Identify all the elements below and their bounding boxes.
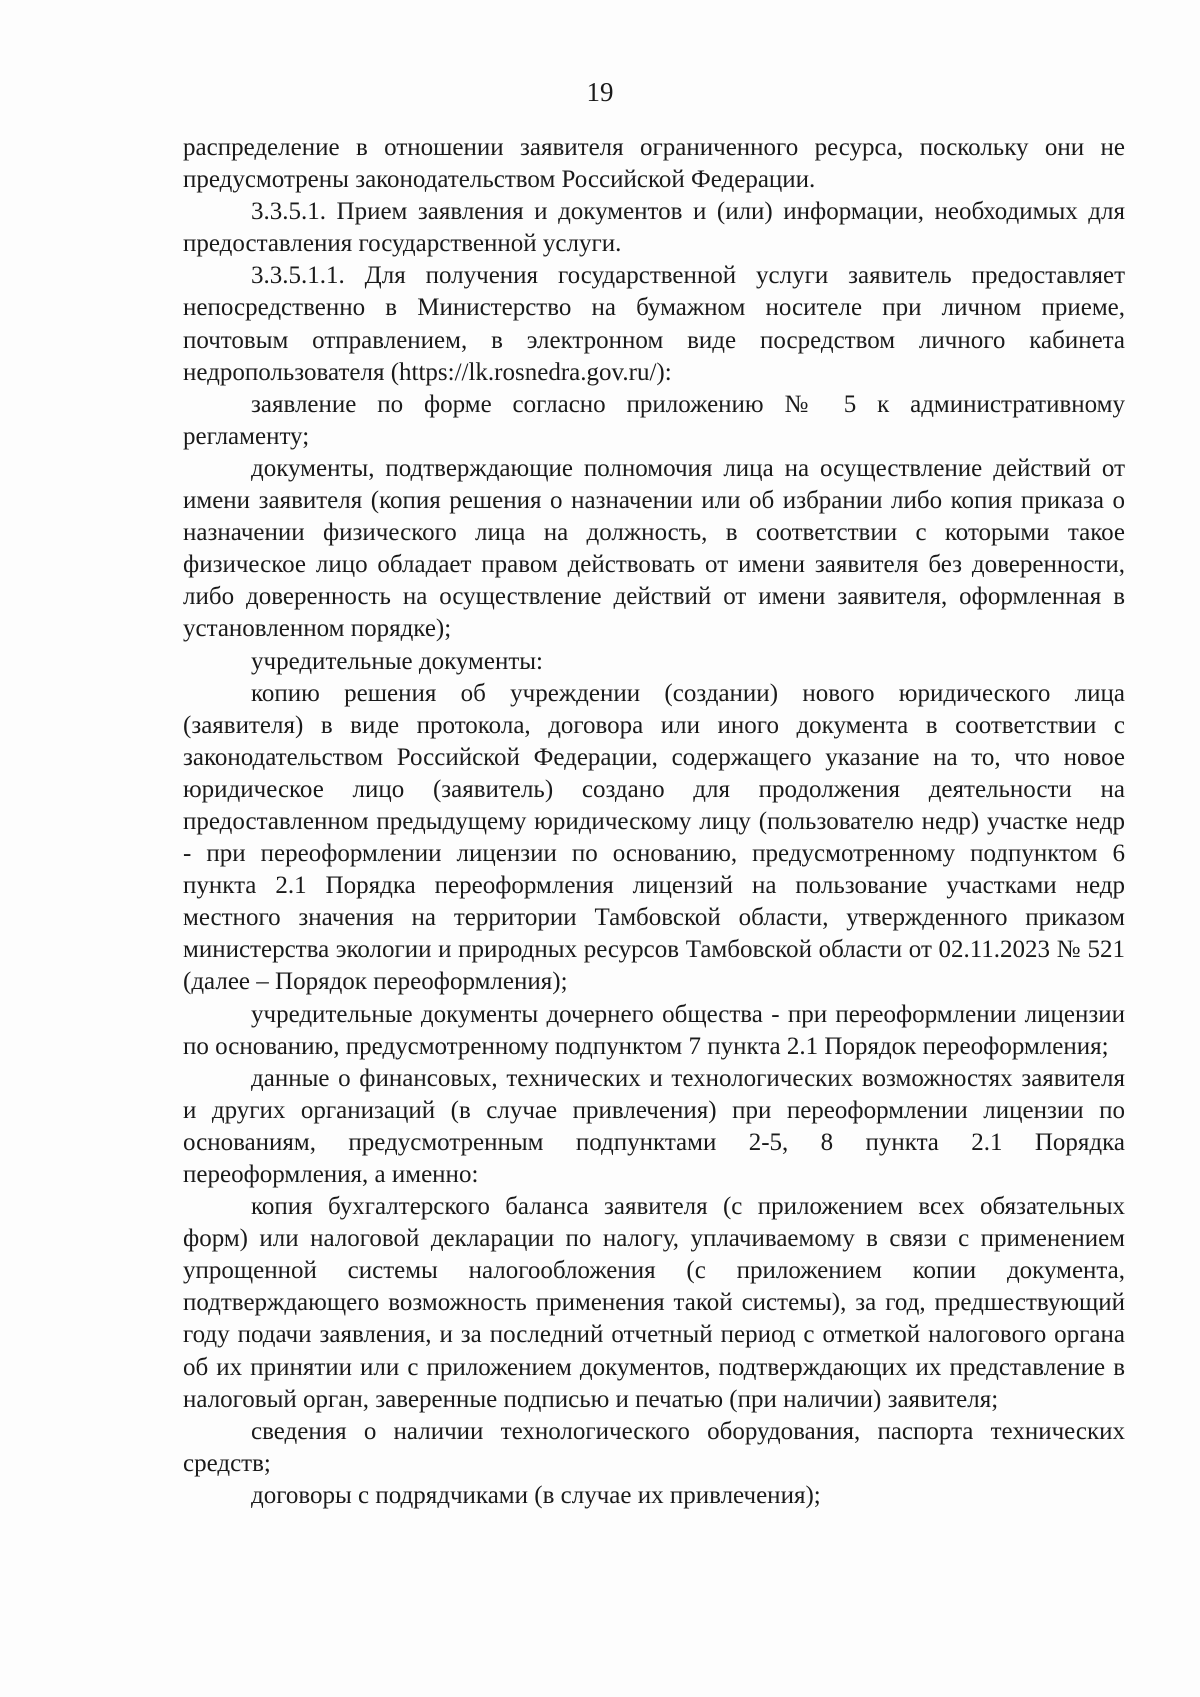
paragraph: учредительные документы дочернего общества - при переоформлении лицензии по основанию, предусмотренному подпунктом 7 пункта 2.1 Порядок переоформления; <box>183 1000 1125 1060</box>
page-number: 19 <box>586 77 614 107</box>
paragraph: копия бухгалтерского баланса заявителя (с приложением всех обязательных форм) или налоговой декларации по налогу, уплачиваемому в связи с применением упрощенной системы налогообложения (с приложением копии документа, подтверждающего возможность применения такой системы), за год, предшествующий году подачи заявления, и за последний отчетный период с отметкой налогового органа об их принятии или с приложением документов, подтверждающих их представление в налоговый орган, заверенные подписью и печатью (при наличии) заявителя; <box>183 1193 1125 1413</box>
paragraph: данные о финансовых, технических и технологических возможностях заявителя и других организаций (в случае привлечения) при переоформлении лицензии по основаниям, предусмотренным подпунктами 2-5, 8 пункта 2.1 Порядка переоформления, а именно: <box>183 1064 1125 1188</box>
paragraph: 3.3.5.1. Прием заявления и документов и (или) информации, необходимых для предоставления государственной услуги. <box>183 198 1125 258</box>
paragraph: заявление по форме согласно приложению № 5 к административному регламенту; <box>183 390 1125 450</box>
paragraph: договоры с подрядчиками (в случае их привлечения); <box>251 1481 821 1509</box>
paragraph: документы, подтверждающие полномочия лица на осуществление действий от имени заявителя (копия решения о назначении или об избрании либо копия приказа о назначении физического лица на должность, в соответствии с которыми такое физическое лицо обладает правом действовать от имени заявителя без доверенности, либо доверенность на осуществление действий от имени заявителя, оформленная в установленном порядке); <box>183 454 1125 643</box>
paragraph: распределение в отношении заявителя ограниченного ресурса, поскольку они не предусмотрены законодательством Российской Федерации. <box>183 134 1125 194</box>
paragraph: сведения о наличии технологического оборудования, паспорта технических средств; <box>183 1417 1125 1477</box>
paragraph: 3.3.5.1.1. Для получения государственной услуги заявитель предоставляет непосредственно в Министерство на бумажном носителе при личном приеме, почтовым отправлением, в электронном виде посредством личного кабинета недропользователя (https://lk.rosnedra.gov.ru/): <box>183 262 1125 386</box>
document-body <box>183 132 1125 1512</box>
paragraph: учредительные документы: <box>251 647 544 675</box>
paragraph: копию решения об учреждении (создании) нового юридического лица (заявителя) в виде протокола, договора или иного документа в соответствии с законодательством Российской Федерации, содержащего указание на то, что новое юридическое лицо (заявитель) создано для продолжения деятельности на предоставленном предыдущему юридическому лицу (пользователю недр) участке недр - при переоформлении лицензии по основанию, предусмотренному подпунктом 6 пункта 2.1 Порядка переоформления лицензий на пользование участками недр местного значения на территории Тамбовской области, утвержденного приказом министерства экологии и природных ресурсов Тамбовской области от 02.11.2023 № 521 (далее – Порядок переоформления); <box>183 679 1125 996</box>
